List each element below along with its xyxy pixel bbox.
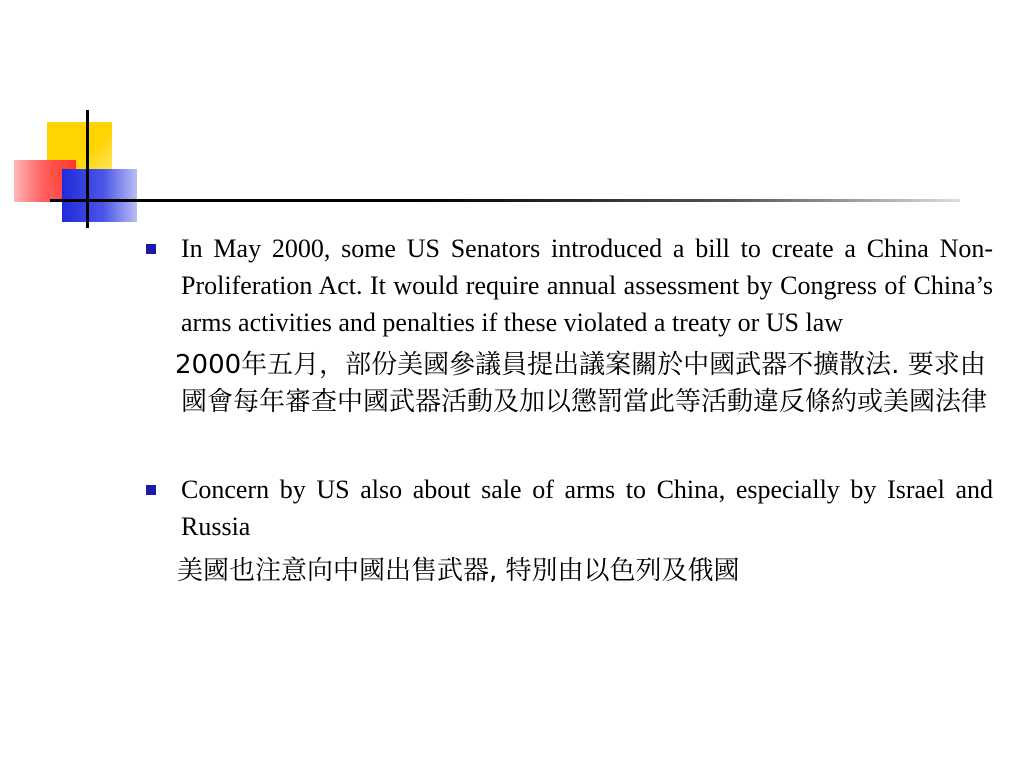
bullet-translation: 2000年五月，部份美國參議員提出議案關於中國武器不擴散法. 要求由國會每年審查中國武器活動及加以懲罰當此等活動違反條約或美國法律	[175, 350, 988, 417]
slide-body	[145, 230, 993, 590]
title-underline-rule	[50, 199, 960, 202]
bullet-text: Concern by US also about sale of arms to China, especially by Israel and Russia	[181, 475, 993, 541]
logo-vertical-line	[86, 110, 89, 228]
bullet-text: In May 2000, some US Senators introduced a bill to create a China Non-Proliferation Act. It would require annual assessment by Congress of China’s arms activities and penalties if these violated a treaty or US law	[181, 234, 993, 337]
bullet-item	[145, 230, 993, 341]
square-bullet-icon	[146, 244, 156, 254]
square-bullet-icon	[146, 485, 156, 495]
bullet-translation: 美國也注意向中國出售武器, 特別由以色列及俄國	[177, 556, 740, 586]
logo-blue-square	[62, 169, 137, 222]
slide-logo-decoration	[0, 0, 140, 240]
bullet-item	[145, 471, 993, 545]
